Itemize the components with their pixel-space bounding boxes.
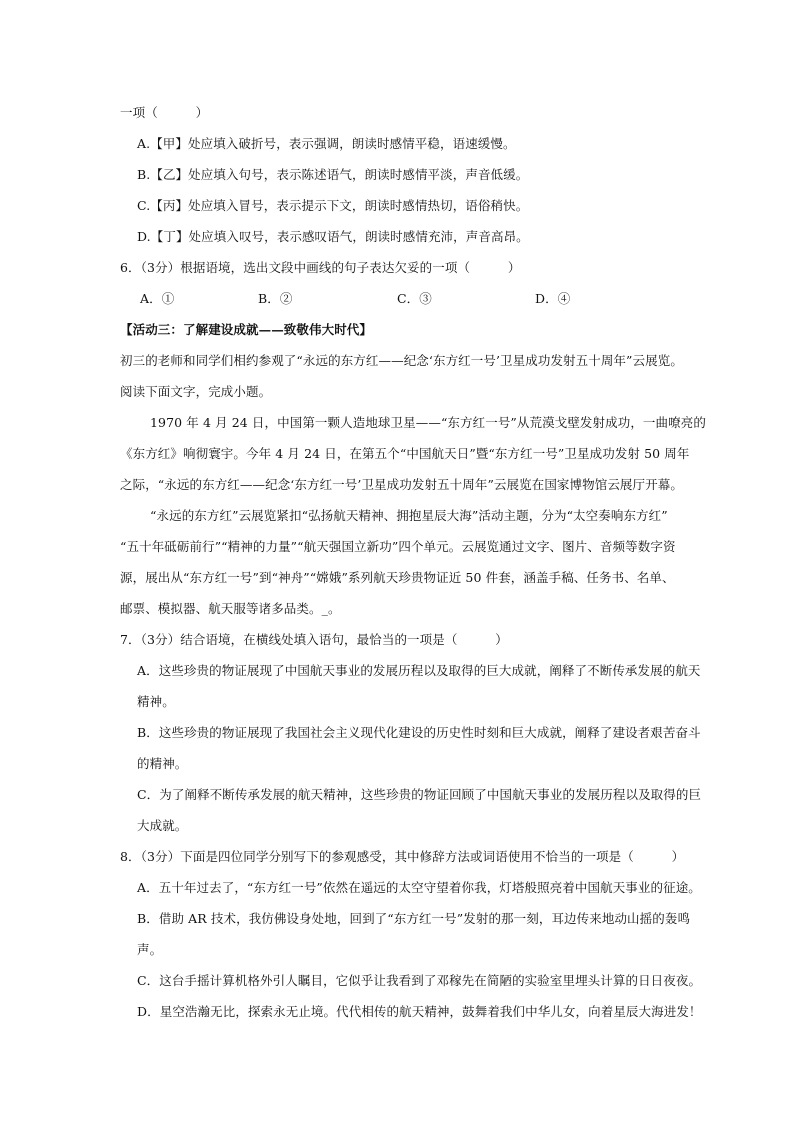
activity3-intro-line1: 初三的老师和同学们相约参观了“永远的东方红——纪念‘东方红一号’卫星成功发射五十周年”云展览。 <box>120 353 683 368</box>
q5-option-a: A.【甲】处应填入破折号，表示强调，朗读时感情平稳，语速缓慢。 <box>137 136 516 151</box>
passage-p2-line4: 邮票、模拟器、航天服等诸多品类。_。 <box>120 601 341 616</box>
q6-option-c: C．③ <box>397 291 432 306</box>
q8-option-a-line1: A．五十年过去了，“东方红一号”依然在遥远的太空守望着你我，灯塔般照亮着中国航天事业的征途。 <box>137 880 701 895</box>
q8-option-b-line2: 声。 <box>137 942 163 957</box>
activity3-intro-line2: 阅读下面文字，完成小题。 <box>120 384 272 399</box>
q6-option-a: A．① <box>140 291 175 306</box>
q8-option-b-line1: B．借助 AR 技术，我仿佛设身处地，回到了“东方红一号”发射的那一刻，耳边传来地动山摇的轰鸣 <box>137 911 691 926</box>
q7-option-a-line1: A．这些珍贵的物证展现了中国航天事业的发展历程以及取得的巨大成就，阐释了不断传承发展的航天 <box>137 663 701 678</box>
passage-p1-line3: 之际，“永远的东方红——纪念‘东方红一号’卫星成功发射五十周年”云展览在国家博物馆云展厅开幕。 <box>120 477 683 492</box>
passage-p1-line1: 1970 年 4 月 24 日，中国第一颗人造地球卫星——“东方红一号”从荒漠戈壁发射成功，一曲嘹亮的 <box>150 415 706 430</box>
q7-option-c-line2: 大成就。 <box>137 818 188 833</box>
q6-option-d: D．④ <box>535 291 571 306</box>
passage-p2-line2: “五十年砥砺前行”“精神的力量”“航天强国立新功”四个单元。云展览通过文字、图片、音频等数字资 <box>120 539 676 554</box>
passage-p1-line2: 《东方红》响彻寰宇。今年 4 月 24 日，在第五个“中国航天日”暨“东方红一号”卫星成功发射 50 周年 <box>120 446 690 461</box>
q6-stem: 6．（3分）根据语境，选出文段中画线的句子表达欠妥的一项（ ） <box>120 260 521 275</box>
q7-option-b-line1: B．这些珍贵的物证展现了我国社会主义现代化建设的历史性时刻和巨大成就，阐释了建设者艰苦奋斗 <box>137 725 701 740</box>
q5-stem-tail: 一项（ ） <box>120 105 209 120</box>
passage-p2-line1: “永远的东方红”云展览紧扣“弘扬航天精神、拥抱星辰大海”活动主题，分为“太空奏响东方红” <box>150 508 668 523</box>
q8-stem: 8．（3分）下面是四位同学分别写下的参观感受，其中修辞方法或词语使用不恰当的一项是（ ） <box>120 849 685 864</box>
activity3-heading: 【活动三：了解建设成就——致敬伟大时代】 <box>120 322 373 337</box>
q7-option-c-line1: C．为了阐释不断传承发展的航天精神，这些珍贵的物证回顾了中国航天事业的发展历程以及取得的巨 <box>137 787 702 802</box>
passage-p2-line3: 源，展出从“东方红一号”到“神舟”“嫦娥”系列航天珍贵物证近 50 件套，涵盖手稿、任务书、名单、 <box>120 570 675 585</box>
q7-option-a-line2: 精神。 <box>137 694 175 709</box>
q5-option-b: B.【乙】处应填入句号，表示陈述语气，朗读时感情平淡，声音低缓。 <box>137 167 529 182</box>
q5-option-c: C.【丙】处应填入冒号，表示提示下文，朗读时感情热切，语俗稍快。 <box>137 198 529 213</box>
q6-option-b: B．② <box>258 291 293 306</box>
q7-stem: 7．（3分）结合语境，在横线处填入语句，最恰当的一项是（ ） <box>120 632 508 647</box>
q8-option-d-line1: D．星空浩瀚无比，探索永无止境。代代相传的航天精神，鼓舞着我们中华儿女，向着星辰大海进发！ <box>137 1004 702 1019</box>
q8-option-c-line1: C．这台手摇计算机格外引人瞩目，它似乎让我看到了邓稼先在简陋的实验室里埋头计算的日日夜夜。 <box>137 973 702 988</box>
q5-option-d: D.【丁】处应填入叹号，表示感叹语气，朗读时感情充沛，声音高昂。 <box>137 229 529 244</box>
q7-option-b-line2: 的精神。 <box>137 756 188 771</box>
